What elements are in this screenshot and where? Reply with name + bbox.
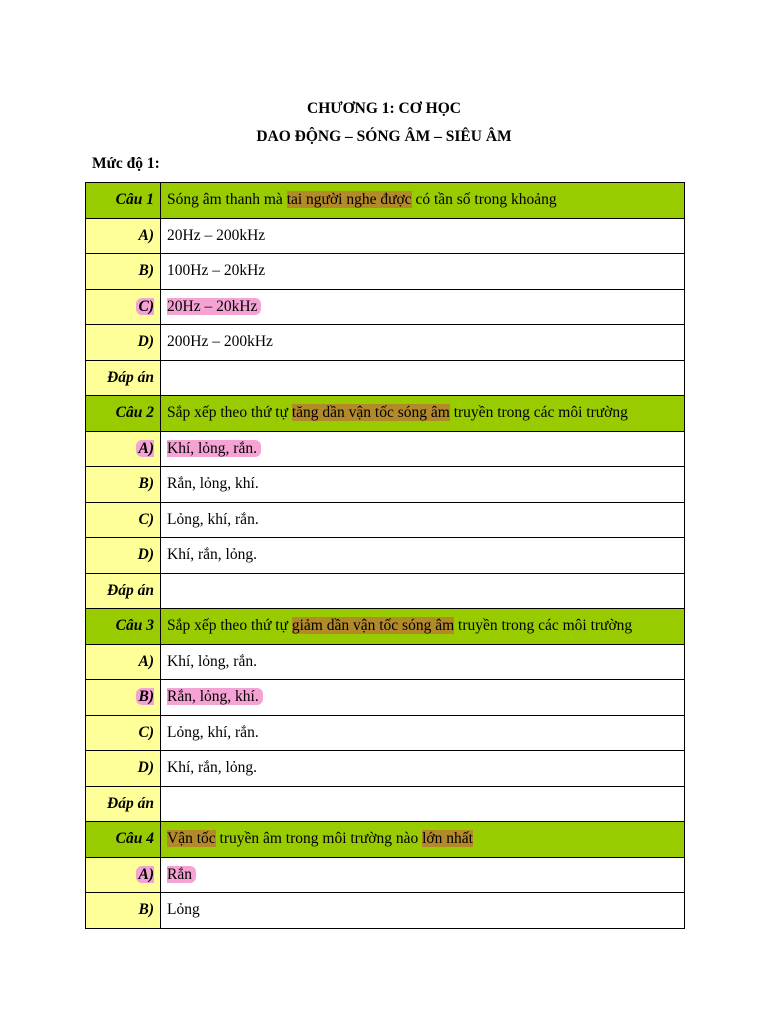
option-label: D) xyxy=(86,751,161,787)
question-text: Sắp xếp theo thứ tự tăng dần vận tốc sóng âm truyền trong các môi trường xyxy=(161,396,685,432)
answer-label: Đáp án xyxy=(86,360,161,396)
option-row xyxy=(86,502,685,538)
option-text: Khí, rắn, lỏng. xyxy=(161,751,685,787)
option-text: Khí, lỏng, rắn. xyxy=(161,644,685,680)
option-row xyxy=(86,644,685,680)
question-row xyxy=(86,609,685,645)
answer-row xyxy=(86,360,685,396)
answer-cell xyxy=(161,573,685,609)
correct-highlight: 20Hz – 20kHz xyxy=(167,298,261,315)
option-label: C) xyxy=(86,502,161,538)
option-label: A) xyxy=(86,431,161,467)
question-label: Câu 2 xyxy=(86,396,161,432)
option-label: B) xyxy=(86,467,161,503)
option-row xyxy=(86,751,685,787)
correct-highlight: Rắn, lỏng, khí. xyxy=(167,688,263,705)
option-label: B) xyxy=(86,254,161,290)
option-label: D) xyxy=(86,325,161,361)
answer-row xyxy=(86,786,685,822)
answer-label: Đáp án xyxy=(86,786,161,822)
option-text: 20Hz – 200kHz xyxy=(161,218,685,254)
option-text: Lỏng, khí, rắn. xyxy=(161,715,685,751)
option-text: Lỏng xyxy=(161,893,685,929)
level-heading: Mức độ 1: xyxy=(92,155,160,172)
correct-highlight: Rắn xyxy=(167,866,196,883)
option-label: A) xyxy=(86,218,161,254)
question-row xyxy=(86,822,685,858)
option-text: 200Hz – 200kHz xyxy=(161,325,685,361)
option-row-correct xyxy=(86,289,685,325)
keyword-highlight: Vận tốc xyxy=(167,830,216,848)
option-text: Lỏng, khí, rắn. xyxy=(161,502,685,538)
option-label: B) xyxy=(86,680,161,716)
answer-label: Đáp án xyxy=(86,573,161,609)
chapter-title: CHƯƠNG 1: CƠ HỌC xyxy=(307,100,461,117)
option-label: A) xyxy=(86,857,161,893)
correct-highlight: Khí, lỏng, rắn. xyxy=(167,440,261,457)
keyword-highlight: tai người nghe được xyxy=(286,191,412,209)
option-label: C) xyxy=(86,715,161,751)
option-row-correct xyxy=(86,431,685,467)
option-row xyxy=(86,325,685,361)
option-row-correct xyxy=(86,680,685,716)
option-row xyxy=(86,893,685,929)
option-text xyxy=(161,289,685,325)
option-text: 100Hz – 20kHz xyxy=(161,254,685,290)
question-text: Sắp xếp theo thứ tự giảm dần vận tốc sóng âm truyền trong các môi trường xyxy=(161,609,685,645)
option-row xyxy=(86,715,685,751)
answer-row xyxy=(86,573,685,609)
option-label: D) xyxy=(86,538,161,574)
question-label: Câu 3 xyxy=(86,609,161,645)
question-text: Vận tốc truyền âm trong môi trường nào lớn nhất xyxy=(161,822,685,858)
option-label: C) xyxy=(86,289,161,325)
option-row-correct xyxy=(86,857,685,893)
question-label: Câu 4 xyxy=(86,822,161,858)
question-label: Câu 1 xyxy=(86,183,161,219)
option-row xyxy=(86,254,685,290)
option-row xyxy=(86,538,685,574)
option-row xyxy=(86,467,685,503)
chapter-subtitle: DAO ĐỘNG – SÓNG ÂM – SIÊU ÂM xyxy=(256,128,512,145)
option-text: Khí, rắn, lỏng. xyxy=(161,538,685,574)
option-text xyxy=(161,680,685,716)
option-label: A) xyxy=(86,644,161,680)
option-text xyxy=(161,431,685,467)
keyword-highlight: tăng dần vận tốc sóng âm xyxy=(291,404,450,422)
option-label: B) xyxy=(86,893,161,929)
keyword-highlight: giảm dần vận tốc sóng âm xyxy=(291,617,455,635)
option-text xyxy=(161,857,685,893)
answer-cell xyxy=(161,360,685,396)
answer-cell xyxy=(161,786,685,822)
option-text: Rắn, lỏng, khí. xyxy=(161,467,685,503)
quiz-table xyxy=(85,182,685,929)
keyword-highlight: lớn nhất xyxy=(422,830,473,848)
question-row xyxy=(86,396,685,432)
option-row xyxy=(86,218,685,254)
question-row xyxy=(86,183,685,219)
question-text: Sóng âm thanh mà tai người nghe được có tần số trong khoảng xyxy=(161,183,685,219)
